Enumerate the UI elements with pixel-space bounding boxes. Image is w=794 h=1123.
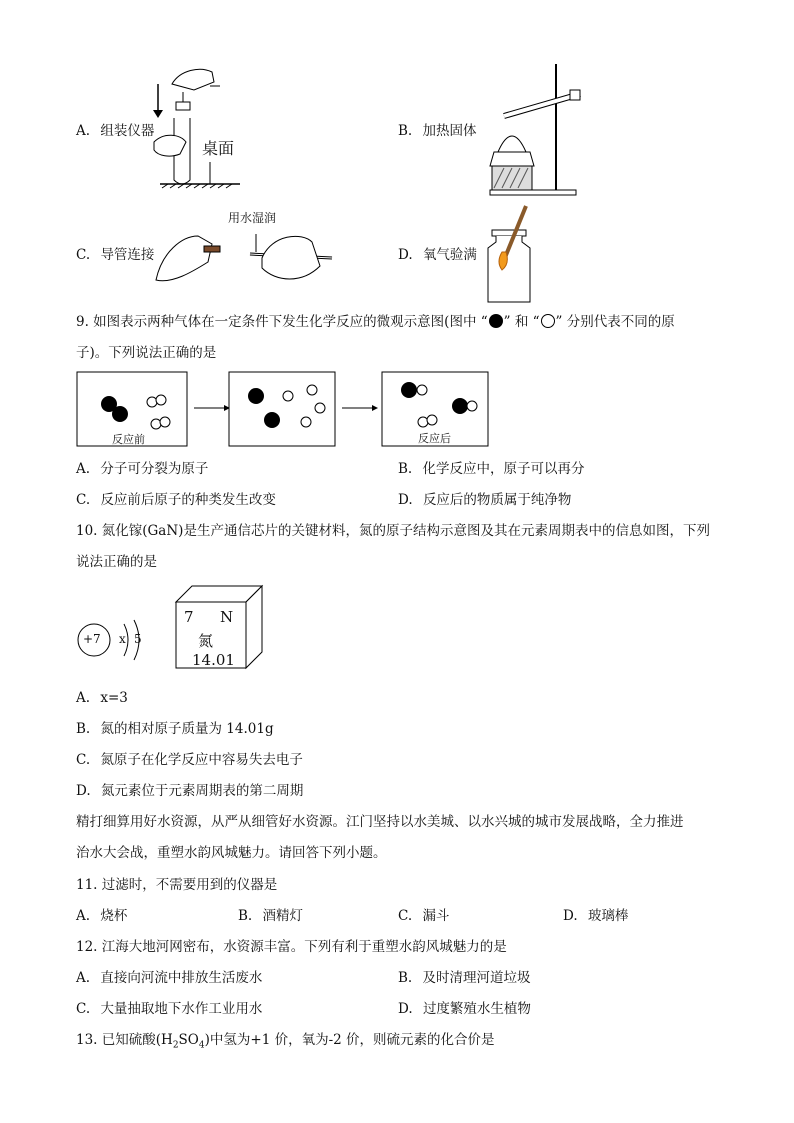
q9-option-c [76,491,276,509]
q12-option-b [398,969,531,987]
option-letter: B. [398,461,413,477]
q9-option-a [76,460,208,478]
q13-text: )中氢为+1 价，氧为-2 价，则硫元素的化合价是 [204,1032,495,1048]
black-atom-icon [489,314,503,328]
element-number: 7 [184,608,194,626]
apparatus-assemble-image [150,62,250,192]
option-letter: C. [76,752,91,768]
option-letter: B. [398,970,413,986]
apparatus-heating-image [484,60,594,200]
option-text: 氧气验满 [422,247,477,263]
option-text: 及时清理河道垃圾 [422,970,531,986]
q9-stem-text: ” 分别代表不同的原 [555,314,675,330]
q9-stem-line1 [76,313,675,331]
q10-option-b [76,720,274,738]
option-text: 加热固体 [422,123,477,139]
atom-nucleus: +7 [83,632,101,646]
q11-option-b [238,907,303,925]
option-letter: B. [76,721,91,737]
q9-option-b [398,460,585,478]
option-text: 分子可分裂为原子 [100,461,209,477]
q9-stem-text: 9. 如图表示两种气体在一定条件下发生化学反应的微观示意图(图中 “ [76,314,488,330]
option-text: 组装仪器 [100,123,155,139]
option-letter: D. [76,783,91,799]
option-letter: D. [563,908,578,924]
q10-stem-line1: 10. 氮化镓(GaN)是生产通信芯片的关键材料，氮的原子结构示意图及其在元素周期表中的信息如图，下列 [76,523,710,539]
option-text: 玻璃棒 [587,908,629,924]
option-letter: C. [76,492,91,508]
apparatus-connect-image [152,222,342,292]
desk-label: 桌面 [202,139,235,158]
option-letter: A. [76,461,91,477]
q8-option-a [76,122,154,140]
q11-option-c [398,907,449,925]
q12-option-a [76,969,262,987]
option-text: 直接向河流中排放生活废水 [100,970,263,986]
option-letter: B. [398,123,413,139]
option-letter: D. [398,492,413,508]
q9-stem-text: ” 和 “ [503,314,540,330]
option-text: 烧杯 [100,908,128,924]
option-letter: A. [76,908,91,924]
q8-option-c [76,246,154,264]
q11-option-d [563,907,628,925]
q10-stem-line2: 说法正确的是 [76,554,157,570]
option-text: 氮元素位于元素周期表的第二周期 [100,783,304,799]
option-letter: C. [76,1001,91,1017]
option-letter: A. [76,123,91,139]
wet-label: 用水湿润 [228,211,277,225]
option-letter: D. [398,1001,413,1017]
q10-option-c [76,751,303,769]
q13-text: 13. 已知硫酸(H [76,1032,173,1048]
option-letter: C. [76,247,91,263]
atom-shell-inner: x [119,632,126,646]
white-atom-icon [541,314,555,328]
option-letter: A. [76,970,91,986]
option-letter: D. [398,247,413,263]
element-mass: 14.01 [192,651,235,669]
option-text: 化学反应中，原子可以再分 [422,461,585,477]
element-name: 氮 [198,632,214,650]
q8-option-d [398,246,477,264]
passage-line2: 治水大会战，重塑水韵风城魅力。请回答下列小题。 [76,845,387,861]
subscript: 4 [198,1040,205,1051]
option-text: 反应前后原子的种类发生改变 [100,492,276,508]
option-text: 导管连接 [100,247,155,263]
passage-line1: 精打细算用好水资源，从严从细管好水资源。江门坚持以水美城、以水兴城的城市发展战略，全力推进 [76,814,684,830]
option-text: 酒精灯 [262,908,304,924]
option-letter: B. [238,908,253,924]
option-text: x=3 [100,690,128,706]
option-text: 氮原子在化学反应中容易失去电子 [100,752,303,768]
q9-option-d [398,491,571,509]
q12-option-c [76,1000,262,1018]
q11-stem: 11. 过滤时，不需要用到的仪器是 [76,877,278,893]
q13-text: SO [178,1032,199,1048]
q13-stem [76,1031,495,1055]
option-text: 反应后的物质属于纯净物 [422,492,572,508]
q10-option-d [76,782,303,800]
q10-option-a [76,689,128,707]
atom-shell-outer: 5 [134,632,142,646]
option-letter: A. [76,690,91,706]
option-text: 漏斗 [422,908,450,924]
q9-stem-line2: 子)。下列说法正确的是 [76,345,217,361]
option-text: 大量抽取地下水作工业用水 [100,1001,263,1017]
apparatus-oxygen-test-image [482,202,542,306]
reaction-before-label: 反应前 [112,433,145,446]
option-text: 氮的相对原子质量为 14.01g [100,721,274,737]
reaction-after-label: 反应后 [418,432,451,445]
q11-option-a [76,907,127,925]
element-symbol: N [220,608,234,626]
q8-option-b [398,122,477,140]
q12-option-d [398,1000,531,1018]
option-letter: C. [398,908,413,924]
q12-stem: 12. 江海大地河网密布，水资源丰富。下列有利于重塑水韵风城魅力的是 [76,939,507,955]
option-text: 过度繁殖水生植物 [422,1001,531,1017]
subscript: 2 [172,1040,179,1051]
